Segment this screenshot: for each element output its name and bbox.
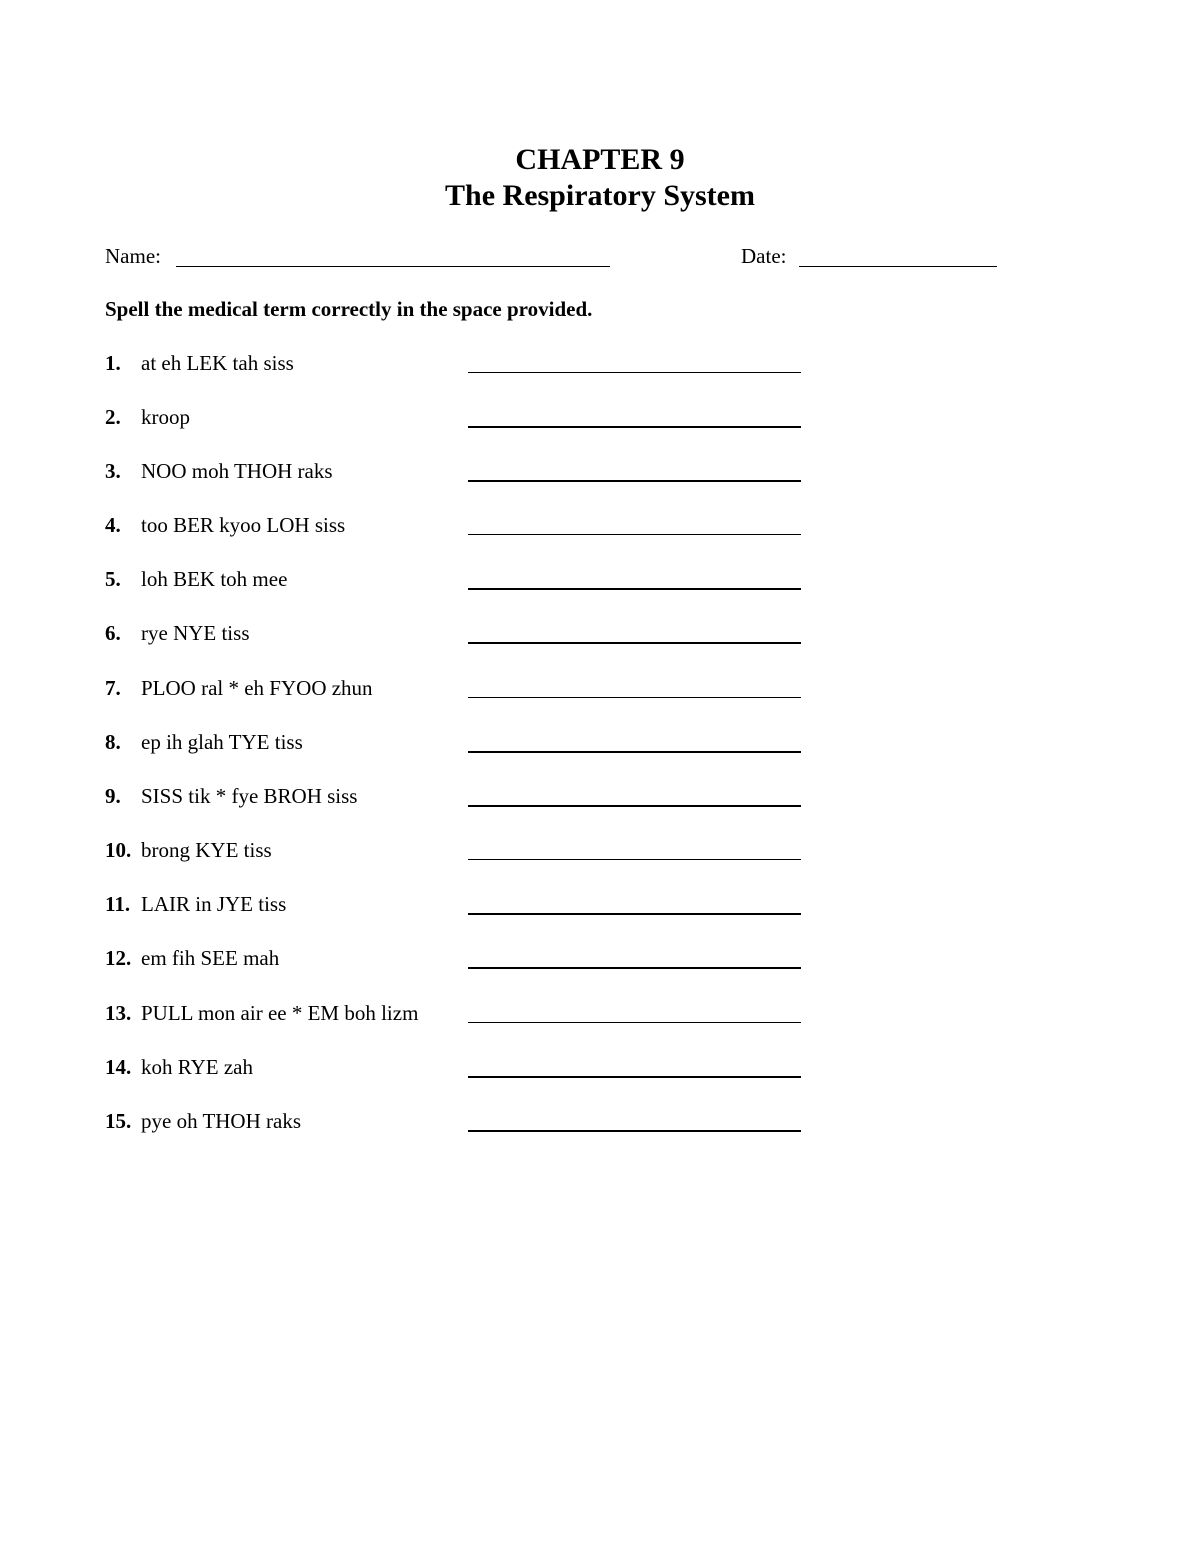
answer-line-8[interactable] xyxy=(468,751,801,753)
item-number: 9. xyxy=(105,784,121,808)
item-phonetic: SISS tik * fye BROH siss xyxy=(141,784,358,808)
item-phonetic: LAIR in JYE tiss xyxy=(141,892,287,916)
answer-line-10[interactable] xyxy=(468,859,801,860)
answer-line-9[interactable] xyxy=(468,805,801,807)
term-item-5 xyxy=(105,566,805,596)
item-phonetic: pye oh THOH raks xyxy=(141,1109,302,1133)
item-phonetic: PLOO ral * eh FYOO zhun xyxy=(141,676,373,700)
item-number: 14. xyxy=(105,1055,132,1079)
term-item-15 xyxy=(105,1108,805,1138)
term-item-9 xyxy=(105,783,805,813)
term-item-3 xyxy=(105,458,805,488)
answer-line-13[interactable] xyxy=(468,1022,801,1023)
answer-line-15[interactable] xyxy=(468,1130,801,1132)
item-phonetic: too BER kyoo LOH siss xyxy=(141,513,346,537)
item-number: 5. xyxy=(105,567,121,591)
item-number: 7. xyxy=(105,676,121,700)
term-item-1 xyxy=(105,350,805,380)
item-number: 15. xyxy=(105,1109,132,1133)
term-item-14 xyxy=(105,1054,805,1084)
chapter-subtitle: The Respiratory System xyxy=(445,179,755,212)
answer-line-3[interactable] xyxy=(468,480,801,482)
answer-line-1[interactable] xyxy=(468,372,801,373)
date-label: Date: xyxy=(741,244,787,268)
item-phonetic: NOO moh THOH raks xyxy=(141,459,333,483)
item-phonetic: brong KYE tiss xyxy=(141,838,272,862)
term-item-8 xyxy=(105,729,805,759)
answer-line-14[interactable] xyxy=(468,1076,801,1078)
item-number: 12. xyxy=(105,946,132,970)
item-number: 6. xyxy=(105,621,121,645)
term-item-2 xyxy=(105,404,805,434)
item-number: 1. xyxy=(105,351,121,375)
term-item-12 xyxy=(105,945,805,975)
item-number: 10. xyxy=(105,838,132,862)
item-phonetic: at eh LEK tah siss xyxy=(141,351,294,375)
item-number: 4. xyxy=(105,513,121,537)
answer-line-11[interactable] xyxy=(468,913,801,915)
item-phonetic: loh BEK toh mee xyxy=(141,567,288,591)
item-phonetic: PULL mon air ee * EM boh lizm xyxy=(141,1001,419,1025)
term-item-11 xyxy=(105,891,805,921)
answer-line-2[interactable] xyxy=(468,426,801,428)
item-phonetic: rye NYE tiss xyxy=(141,621,250,645)
term-item-13 xyxy=(105,1000,805,1030)
item-number: 2. xyxy=(105,405,121,429)
item-phonetic: em fih SEE mah xyxy=(141,946,280,970)
term-item-10 xyxy=(105,837,805,867)
answer-line-4[interactable] xyxy=(468,534,801,535)
answer-line-12[interactable] xyxy=(468,967,801,969)
answer-line-5[interactable] xyxy=(468,588,801,590)
answer-line-6[interactable] xyxy=(468,642,801,644)
item-number: 3. xyxy=(105,459,121,483)
instructions: Spell the medical term correctly in the space provided. xyxy=(105,297,593,321)
answer-line-7[interactable] xyxy=(468,697,801,698)
chapter-heading: CHAPTER 9 xyxy=(515,143,685,176)
item-number: 8. xyxy=(105,730,121,754)
term-item-6 xyxy=(105,620,805,650)
item-phonetic: ep ih glah TYE tiss xyxy=(141,730,303,754)
term-item-4 xyxy=(105,512,805,542)
name-label: Name: xyxy=(105,244,161,268)
item-phonetic: koh RYE zah xyxy=(141,1055,253,1079)
item-number: 11. xyxy=(105,892,131,916)
item-phonetic: kroop xyxy=(141,405,190,429)
item-number: 13. xyxy=(105,1001,132,1025)
term-item-7 xyxy=(105,675,805,705)
